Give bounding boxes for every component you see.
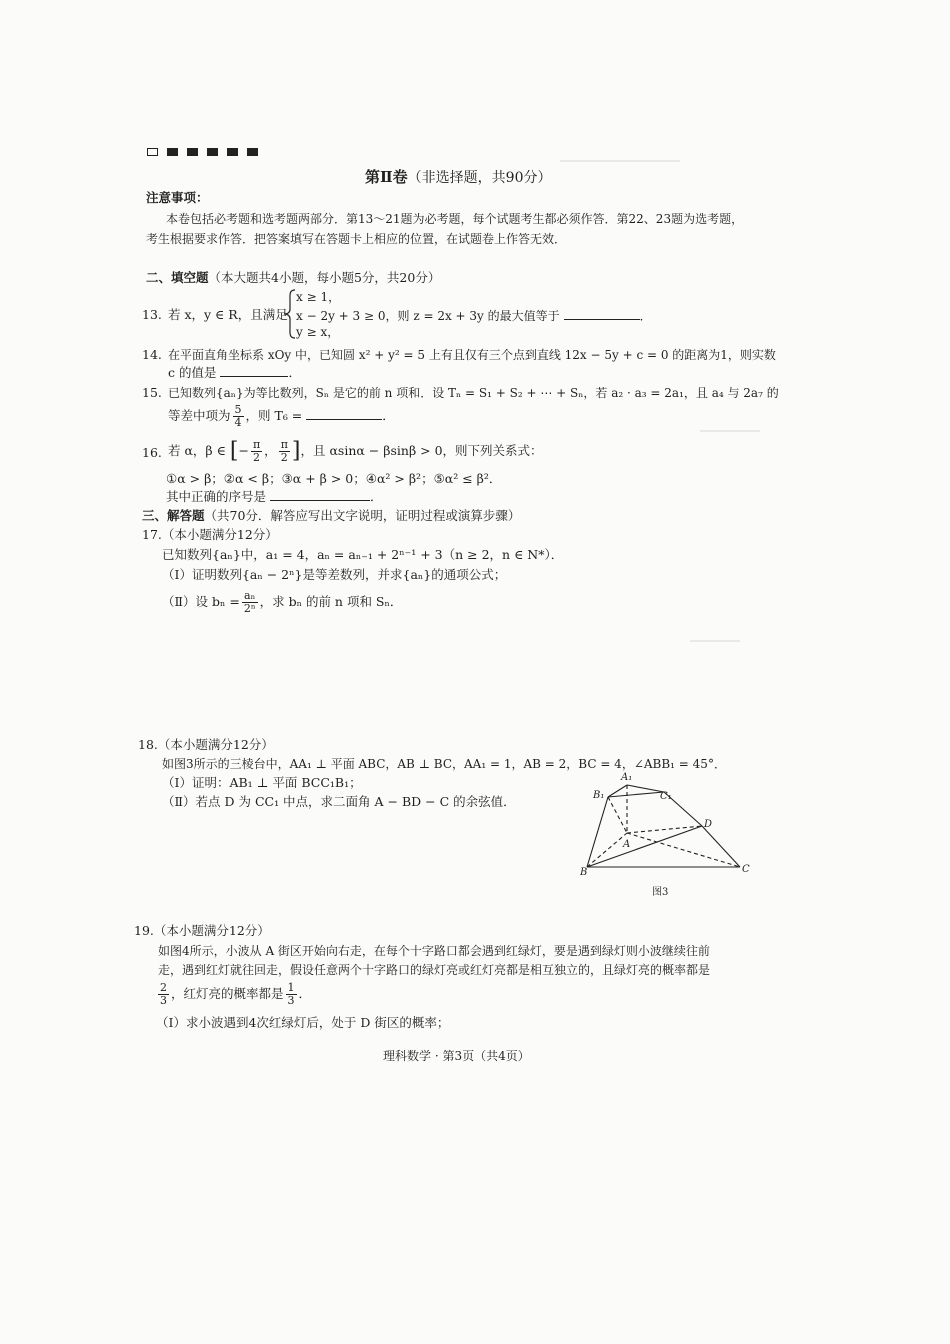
q15-number: 15. [142,385,162,400]
part3-heading-title: 三、解答题 [142,508,205,523]
bleed-mark [690,640,740,642]
q17-score: （本小题满分12分） [161,527,278,542]
header-mark [247,148,258,156]
notice-line-2: 考生根据要求作答．把答案填写在答题卡上相应的位置，在试题卷上作答无效． [146,232,567,246]
q19-header [134,922,270,940]
q16-post: ，且 αsinα − βsinβ > 0，则下列关系式： [300,443,543,458]
figure-label-c1: C₁ [660,791,672,802]
q14-number: 14. [142,347,162,362]
q16-minus-sign: − [238,443,249,458]
q17-fraction [242,590,258,615]
q18-score: （本小题满分12分） [157,737,274,752]
q19-line-2: 走，遇到红灯就往回走，假设任意两个十字路口的绿灯亮或红灯亮都是相互独立的，且绿灯亮的概率都是 [158,963,711,977]
header-mark [147,148,158,156]
q13-system-line-1: x ≥ 1， [296,290,341,304]
edge-b1-b [587,797,608,867]
edge-a-c [627,833,740,867]
part3-heading-note: （共70分．解答应写出文字说明，证明过程或演算步骤） [204,508,521,523]
header-mark [187,148,198,156]
q19-end: ． [298,986,312,1001]
q16-comma: ， [264,443,277,458]
q17-line-3-post: ，求 bₙ 的前 n 项和 Sₙ． [259,594,403,609]
q16-line-1 [168,436,543,467]
bleed-mark [560,160,680,162]
q19-fraction-red-den: 3 [287,994,295,1007]
q16-number: 16. [142,445,162,460]
q19-fraction-green-num: 2 [160,981,167,994]
header-mark [167,148,178,156]
part3-heading [142,507,520,525]
edge-b1-a [608,797,627,833]
q18-header [138,736,274,754]
q15-fraction [233,404,244,429]
section-header [365,166,551,187]
q13-system-line-3: y ≥ x， [296,325,340,339]
q16-bracket-left: [ [229,438,239,464]
edge-b-d [587,826,702,867]
figure-label-c: C [742,864,750,875]
notice-title: 注意事项： [146,190,209,205]
section-note: （非选择题，共90分） [407,170,552,186]
notice-line-1: 本卷包括必考题和选考题两部分．第13～21题为必考题，每个试题考生都必须作答．第22、23题为选考题， [166,212,744,226]
header-marks [147,148,258,156]
q16-fraction-a-den: 2 [253,451,261,464]
page-footer: 理科数学 · 第3页（共4页） [383,1049,530,1063]
q16-fraction-b [279,439,290,464]
q14-end: ． [288,365,301,380]
q19-fraction-green-den: 3 [160,994,167,1007]
q17-fraction-den: 2ⁿ [243,602,256,615]
q15-line-2-pre: 等差中项为 [168,408,231,423]
q16-fraction-a-num: π [252,438,261,451]
q19-number: 19. [134,923,154,938]
q18-line-1: 如图3所示的三棱台中，AA₁ ⊥ 平面 ABC，AB ⊥ BC，AA₁ = 1，AB = 2，BC = 4，∠ABB₁ = 45°． [162,757,726,771]
edge-a1-c1 [627,785,664,792]
figure-label-b: B [580,867,588,878]
part2-heading-note: （本大题共4小题，每小题5分，共20分） [208,270,441,285]
q15-line-2 [168,402,395,430]
q18-line-3: （Ⅱ）若点 D 为 CC₁ 中点，求二面角 A − BD − C 的余弦值． [162,794,516,809]
q14-line-2 [168,364,301,382]
bleed-mark [700,430,760,432]
q16-fraction-b-den: 2 [280,451,288,464]
q17-line-1: 已知数列{aₙ}中，a₁ = 4，aₙ = aₙ₋₁ + 2ⁿ⁻¹ + 3（n ≥ 2，n ∈ N*）． [162,547,564,562]
q16-ask-text: 其中正确的序号是 [166,489,267,504]
q19-score: （本小题满分12分） [153,923,270,938]
q13-end: ． [639,309,652,323]
q19-fraction-green [158,982,169,1007]
q17-line-2: （Ⅰ）证明数列{aₙ − 2ⁿ}是等差数列，并求{aₙ}的通项公式； [162,567,507,582]
q19-line-3 [156,980,311,1008]
q13-system-line-2 [296,307,652,323]
q19-line-4: （Ⅰ）求小波遇到4次红绿灯后，处于 D 街区的概率； [156,1015,450,1030]
header-mark [227,148,238,156]
q13-number: 13. [142,307,162,322]
q16-pre: 若 α，β ∈ [168,443,226,458]
figure-3 [570,765,760,905]
figure-label-b1: B₁ [593,790,605,801]
q15-answer-blank[interactable] [306,407,382,420]
figure-label-a: A [623,839,631,850]
q16-ask [166,488,383,506]
part2-heading-title: 二、填空题 [146,270,209,285]
q15-end: ． [382,408,395,423]
q18-line-2: （Ⅰ）证明：AB₁ ⊥ 平面 BCC₁B₁； [162,775,362,790]
q16-fraction-b-num: π [280,438,288,451]
q15-line-2-post: ，则 T₆ = [245,408,303,423]
edge-b1-c1 [608,792,664,797]
q17-fraction-num: aₙ [242,590,258,603]
section-title: 第Ⅱ卷 [365,168,408,186]
q19-mid: ，红灯亮的概率都是 [171,986,284,1001]
q16-bracket-right: ] [291,438,301,464]
q16-options: ①α > β；②α < β；③α + β > 0；④α² > β²；⑤α² ≤ β²． [166,471,502,486]
q13-system-line-2-text: x − 2y + 3 ≥ 0，则 z = 2x + 3y 的最大值等于 [296,309,560,323]
q19-fraction-red-num: 1 [287,981,295,994]
q14-line-1: 在平面直角坐标系 xOy 中，已知圆 x² + y² = 5 上有且仅有三个点到直线 12x − 5y + c = 0 的距离为1，则实数 [168,348,776,362]
q15-line-1: 已知数列{aₙ}为等比数列，Sₙ 是它的前 n 项和．设 Tₙ = S₁ + S₂ + ⋯ + Sₙ，若 a₂ · a₃ = 2a₁，且 a₄ 与 2a₇ 的 [168,386,779,400]
header-mark [207,148,218,156]
q13-answer-blank[interactable] [564,307,640,320]
q13-prefix: 若 x，y ∈ R，且满足 [168,307,288,322]
q15-fraction-num: 5 [234,403,242,416]
figure-label-a1: A₁ [621,772,633,783]
q14-answer-blank[interactable] [220,364,288,377]
q16-answer-blank[interactable] [270,488,370,501]
part2-heading [146,269,440,287]
figure-caption: 图3 [652,887,669,898]
q16-fraction-a [251,439,262,464]
q15-fraction-den: 4 [234,416,242,429]
q14-line-2-text: c 的值是 [168,365,217,380]
q17-line-3 [162,588,402,616]
q17-header [142,526,278,544]
figure-label-d: D [704,819,713,830]
q18-number: 18. [138,737,158,752]
q16-end: ． [370,489,383,504]
q19-line-1: 如图4所示，小波从 A 街区开始向右走，在每个十字路口都会遇到红绿灯，要是遇到绿灯则小波继续往前 [158,944,710,958]
q17-line-3-pre: （Ⅱ）设 bₙ = [162,594,240,609]
q13-brace [283,289,297,339]
q17-number: 17. [142,527,162,542]
edge-b-a [587,833,627,867]
q19-fraction-red [286,982,297,1007]
